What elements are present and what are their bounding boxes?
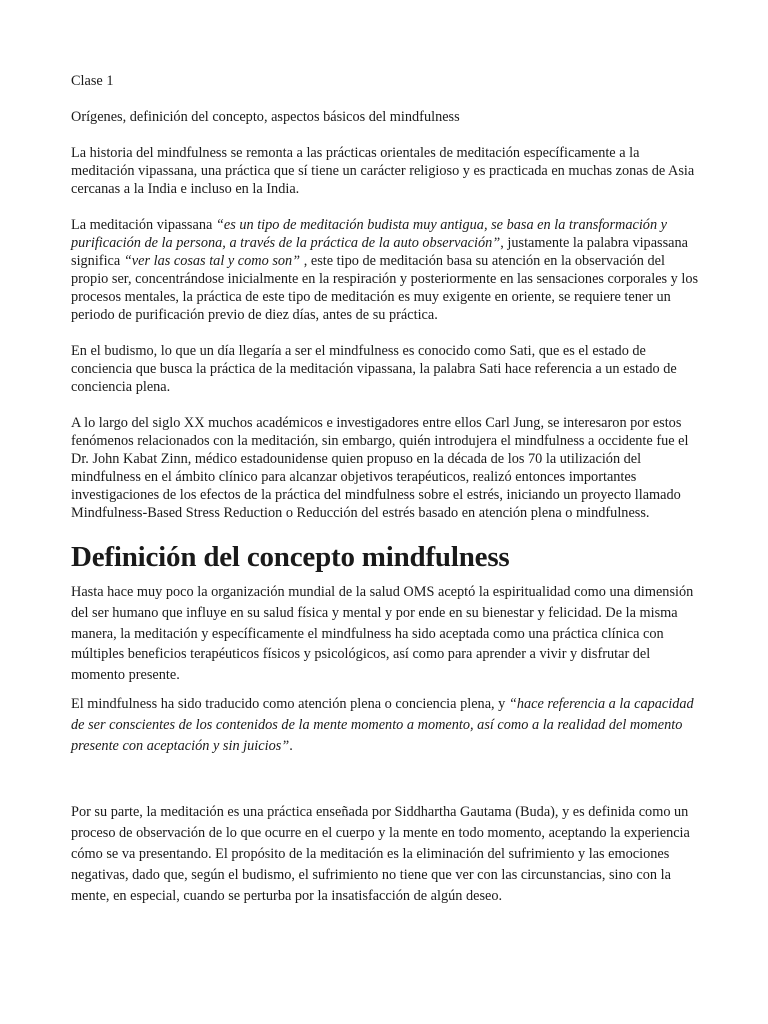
paragraph-kabat-zinn: A lo largo del siglo XX muchos académicos e investigadores entre ellos Carl Jung, se interesaron por estos fenómenos relacionados con la meditación, sin embargo, quién introdujera el mindfulness a occidente fue el Dr. John Kabat Zinn, médico estadounidense quien propuso en la década de los 70 la utilización del mindfulness en el ámbito clínico para alcanzar objetivos terapéuticos, realizó entonces importantes investigaciones de los efectos de la práctica del mindfulness sobre el estrés, iniciando un proyecto llamado Mindfulness-Based Stress Reduction o Reducción del estrés basado en atención plena o mindfulness.	[71, 415, 689, 521]
section-heading: Definición del concepto mindfulness	[71, 541, 510, 573]
paragraph-translation	[71, 694, 699, 756]
paragraph-vipassana	[71, 216, 699, 324]
quote-mindfulness: “hace referencia a la capacidad de ser conscientes de los contenidos de la mente momento a momento, así como a la realidad del momento presente con aceptación y sin juicios”	[71, 695, 694, 754]
paragraph-text: .	[289, 737, 293, 754]
paragraph-text: , justamente la palabra vipassana significa	[71, 235, 689, 269]
document-page	[71, 72, 699, 914]
paragraph-text: La meditación vipassana	[71, 217, 216, 233]
paragraph-oms: Hasta hace muy poco la organización mundial de la salud OMS aceptó la espiritualidad como una dimensión del ser humano que influye en su salud física y mental y por ende en su bienestar y felicidad. De la misma manera, la meditación y específicamente el mindfulness ha sido aceptada como una práctica clínica con múltiples beneficios terapéuticos físicos y psicológicos, así como para aprender a vivir y disfrutar del momento presente.	[71, 584, 694, 684]
paragraph-sati: En el budismo, lo que un día llegaría a ser el mindfulness es conocido como Sati, que es el estado de conciencia que busca la práctica de la meditación vipassana, la palabra Sati hace referencia a un estado de conciencia plena.	[71, 343, 677, 395]
paragraph-text: El mindfulness ha sido traducido como atención plena o conciencia plena, y	[71, 695, 509, 712]
paragraph-text: , este tipo de meditación basa su atención en la observación del propio ser, concentrándose inicialmente en la respiración y posteriormente en las sensaciones corporales y los procesos mentales, la práctica de este tipo de meditación es muy exigente en oriente, se requiere tener un periodo de purificación previo de diez días, antes de su práctica.	[71, 253, 699, 323]
paragraph-meditation: Por su parte, la meditación es una práctica enseñada por Siddhartha Gautama (Buda), y es definida como un proceso de observación de lo que ocurre en el cuerpo y la mente en todo momento, aceptando la experiencia cómo se va presentando. El propósito de la meditación es la eliminación del sufrimiento y las emociones negativas, dado que, según el budismo, el sufrimiento no tiene que ver con las circunstancias, sino con la mente, en especial, cuando se perturba por la insatisfacción de algún deseo.	[71, 804, 690, 904]
paragraph-history: La historia del mindfulness se remonta a las prácticas orientales de meditación específicamente a la meditación vipassana, una práctica que sí tiene un carácter religioso y es practicada en muchas zonas de Asia cercanas a la India e incluso en la India.	[71, 145, 695, 197]
quote-meaning: “ver las cosas tal y como son”	[123, 253, 301, 269]
document-subtitle: Orígenes, definición del concepto, aspectos básicos del mindfulness	[71, 109, 460, 125]
quote-definition: “es un tipo de meditación budista muy antigua, se basa en la transformación y purificación de la persona, a través de la práctica de la auto observación”	[71, 217, 668, 251]
class-label: Clase 1	[71, 73, 114, 89]
